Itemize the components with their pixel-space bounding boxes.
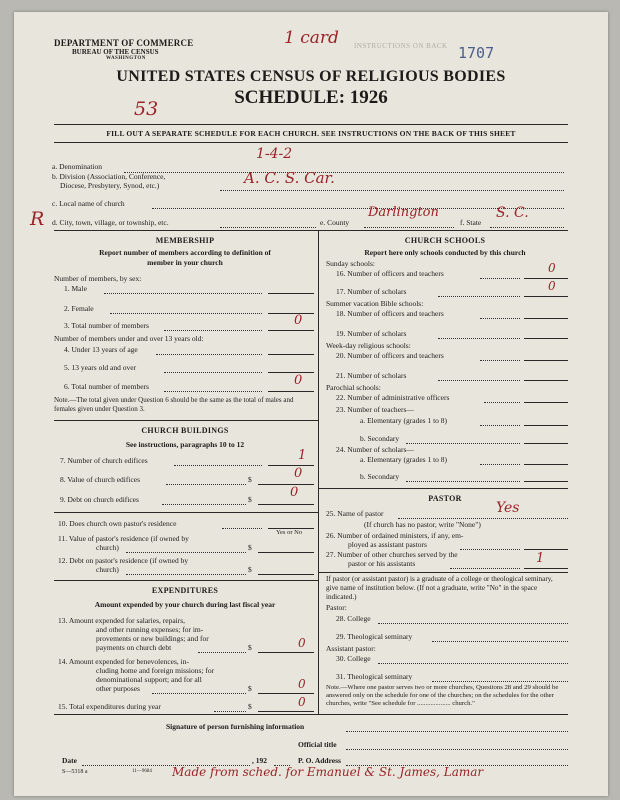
handwritten-card-note: 1 card <box>284 28 339 48</box>
q15-dollar: $ <box>248 702 252 711</box>
q26-label-1: 26. Number of ordained ministers, if any, em- <box>326 531 464 540</box>
q14-line-4: other purposes <box>96 684 140 693</box>
column-divider <box>318 230 319 714</box>
q30-dots <box>378 663 568 664</box>
q19-dots <box>438 338 520 339</box>
q4-dots <box>156 354 262 355</box>
membership-heading: MEMBERSHIP <box>155 236 215 245</box>
q23-label: 23. Number of teachers— <box>336 405 414 414</box>
q2-answer-line <box>268 313 314 314</box>
q1-answer-line <box>268 293 314 294</box>
county-value: Darlington <box>368 205 439 220</box>
division-label-1: b. Division (Association, Conference, <box>52 172 166 181</box>
q24a-label: a. Elementary (grades 1 to 8) <box>360 455 448 464</box>
q14-dollar: $ <box>248 684 252 693</box>
q20-answer-line <box>524 360 568 361</box>
summer-schools-label: Summer vacation Bible schools: <box>326 299 424 308</box>
q4-answer-line <box>268 354 314 355</box>
q12-label-2: church) <box>96 565 119 574</box>
q13-line-2: and other running expenses; for im- <box>96 625 204 634</box>
q28-dots <box>378 623 568 624</box>
division-label-2: Diocese, Presbytery, Synod, etc.) <box>60 181 160 190</box>
division-line <box>220 190 564 191</box>
pastor-footnote: Note.—Where one pastor serves two or more churches, Questions 28 and 29 should be answered only on the schedule for one of the churches; on the schedules for the other churches, write "See schedule for .................... church." <box>326 684 559 707</box>
print-number: 11—9684 <box>132 769 152 774</box>
expenditures-heading: EXPENDITURES <box>151 586 219 595</box>
pastor-heading: PASTOR <box>428 494 462 503</box>
q10-dots <box>222 528 262 529</box>
q12-dollar: $ <box>248 565 252 574</box>
q12-answer-line <box>258 574 314 575</box>
yes-no-hint: Yes or No <box>276 529 303 536</box>
q7-dots <box>174 465 262 466</box>
faded-back-text: INSTRUCTIONS ON BACK <box>354 42 448 50</box>
q14-dots <box>152 693 246 694</box>
q11-dots <box>126 552 246 553</box>
q22-label: 22. Number of administrative officers <box>336 393 450 402</box>
q26-label-2: ployed as assistant pastors <box>348 540 427 549</box>
q27-value: 1 <box>536 551 545 566</box>
q7-answer-line <box>268 465 314 466</box>
q30-label: 30. College <box>336 654 371 663</box>
pastor-rule <box>318 488 568 489</box>
q8-dollar: $ <box>248 475 252 484</box>
q14-line-2: cluding home and foreign missions; for <box>96 666 215 675</box>
q3-label: 3. Total number of members <box>64 321 149 330</box>
po-address-label: P. O. Address <box>298 756 341 765</box>
q8-answer-line <box>258 484 314 485</box>
q13-line-4: payments on church debt <box>96 643 172 652</box>
q13-dollar: $ <box>248 643 252 652</box>
q23a-label: a. Elementary (grades 1 to 8) <box>360 416 448 425</box>
county-line <box>364 227 454 228</box>
buildings-rule <box>54 420 318 421</box>
q16-answer-line <box>524 278 568 279</box>
handwritten-footer-note: Made from sched. for Emanuel & St. James, Lamar <box>172 765 484 779</box>
q25-value: Yes <box>496 500 520 516</box>
q9-answer-line <box>258 504 314 505</box>
q3-value: 0 <box>294 313 303 328</box>
q11-label-2: church) <box>96 543 119 552</box>
q8-value: 0 <box>294 466 303 481</box>
q6-dots <box>164 391 262 392</box>
expenditures-subhead: Amount expended by your church during last fiscal year <box>94 600 276 609</box>
schools-subhead: Report here only schools conducted by this church <box>364 248 526 257</box>
q3-dots <box>164 330 262 331</box>
graduate-note: If pastor (or assistant pastor) is a graduate of a college or theological seminary, give name of institution below. (If not a graduate, write "No" in the space indicated.) <box>326 575 553 601</box>
q19-label: 19. Number of scholars <box>336 329 407 338</box>
q17-dots <box>438 296 520 297</box>
city-name: WASHINGTON <box>106 56 146 61</box>
buildings-heading: CHURCH BUILDINGS <box>141 426 229 435</box>
q31-dots <box>432 681 568 682</box>
handwritten-schedule-number: 53 <box>134 98 159 120</box>
q6-value: 0 <box>294 373 303 388</box>
q5-answer-line <box>268 372 314 373</box>
date-label: Date <box>62 756 77 765</box>
official-title-label: Official title <box>298 740 337 749</box>
q1-dots <box>104 293 262 294</box>
q24a-answer-line <box>524 464 568 465</box>
q4-label: 4. Under 13 years of age <box>64 345 138 354</box>
q7-value: 1 <box>298 448 307 463</box>
grad-rule <box>318 572 568 573</box>
q15-dots <box>214 711 246 712</box>
q14-line-3: denominational support; and for all <box>96 675 202 684</box>
q13-line-3: provements or new buildings; and for <box>96 634 209 643</box>
pastor-sub-label: Pastor: <box>326 603 347 612</box>
denomination-label: a. Denomination <box>52 162 102 171</box>
census-schedule-sheet <box>14 12 608 796</box>
q5-label: 5. 13 years old and over <box>64 363 137 372</box>
q15-label: 15. Total expenditures during year <box>58 702 161 711</box>
weekday-schools-label: Week-day religious schools: <box>326 341 411 350</box>
expenditures-rule <box>54 580 318 581</box>
q2-dots <box>110 313 262 314</box>
q18-answer-line <box>524 318 568 319</box>
q19-answer-line <box>524 338 568 339</box>
q10-label: 10. Does church own pastor's residence <box>58 519 177 528</box>
q23a-dots <box>480 425 520 426</box>
bureau-name: BUREAU OF THE CENSUS <box>72 48 159 56</box>
q9-dots <box>162 504 246 505</box>
q5-dots <box>164 372 262 373</box>
membership-subhead-1: Report number of members according to definition of <box>99 248 271 257</box>
q29-dots <box>432 641 568 642</box>
q10-rule <box>54 512 318 513</box>
q8-dots <box>166 484 246 485</box>
stamp-number: 1707 <box>458 44 495 62</box>
signature-line <box>346 731 568 732</box>
year-label: , 192 <box>252 756 267 765</box>
city-line <box>220 227 316 228</box>
q13-line-1: 13. Amount expended for salaries, repairs, <box>58 616 186 625</box>
denomination-value: 1-4-2 <box>256 146 293 162</box>
city-label: d. City, town, village, or township, etc. <box>52 218 169 227</box>
q2-label: 2. Female <box>64 304 94 313</box>
q11-label-1: 11. Value of pastor's residence (if owned by <box>58 534 189 543</box>
header-rule-bottom <box>54 142 568 143</box>
department-name: DEPARTMENT OF COMMERCE <box>54 38 194 48</box>
state-line <box>490 227 564 228</box>
q8-label: 8. Value of church edifices <box>60 475 141 484</box>
q1-label: 1. Male <box>64 284 87 293</box>
q27-dots <box>450 568 520 569</box>
membership-subhead-2: member in your church <box>147 258 223 267</box>
q17-answer-line <box>524 296 568 297</box>
q24b-dots <box>406 481 520 482</box>
q23b-label: b. Secondary <box>360 434 400 443</box>
q26-dots <box>460 549 520 550</box>
state-label: f. State <box>460 218 482 227</box>
official-title-line <box>346 749 568 750</box>
q24b-answer-line <box>524 481 568 482</box>
q21-dots <box>438 380 520 381</box>
q17-label: 17. Number of scholars <box>336 287 407 296</box>
q23a-answer-line <box>524 425 568 426</box>
q14-value: 0 <box>298 677 306 691</box>
q23b-dots <box>406 443 520 444</box>
q23b-answer-line <box>524 443 568 444</box>
q16-label: 16. Number of officers and teachers <box>336 269 444 278</box>
form-number: S—5318 a <box>62 769 88 775</box>
buildings-subhead: See instructions, paragraphs 10 to 12 <box>125 440 245 449</box>
q24b-label: b. Secondary <box>360 472 400 481</box>
county-label: e. County <box>320 218 350 227</box>
local-name-label: c. Local name of church <box>52 199 125 208</box>
q20-dots <box>480 360 520 361</box>
q13-value: 0 <box>298 636 306 650</box>
margin-mark: R <box>30 208 45 230</box>
signature-label: Signature of person furnishing information <box>166 722 305 731</box>
q16-dots <box>480 278 520 279</box>
q18-label: 18. Number of officers and teachers <box>336 309 444 318</box>
q15-value: 0 <box>298 695 306 709</box>
q25-label: 25. Name of pastor <box>326 509 384 518</box>
assistant-pastor-label: Assistant pastor: <box>326 644 376 653</box>
q21-label: 21. Number of scholars <box>336 371 407 380</box>
q16-value: 0 <box>548 261 556 275</box>
q21-answer-line <box>524 380 568 381</box>
q25-note: (If church has no pastor, write "None") <box>364 520 481 529</box>
q6-answer-line <box>268 391 314 392</box>
form-title: UNITED STATES CENSUS OF RELIGIOUS BODIES <box>116 68 506 85</box>
q27-label-1: 27. Number of other churches served by the <box>326 550 458 559</box>
q27-label-2: pastor or his assistants <box>348 559 416 568</box>
q13-answer-line <box>258 652 314 653</box>
q20-label: 20. Number of officers and teachers <box>336 351 444 360</box>
q7-label: 7. Number of church edifices <box>60 456 148 465</box>
members-by-sex-label: Number of members, by sex: <box>54 274 142 283</box>
instruction-line: FILL OUT A SEPARATE SCHEDULE FOR EACH CHURCH. SEE INSTRUCTIONS ON THE BACK OF THIS SHEET <box>106 129 516 138</box>
body-top-rule <box>54 230 568 231</box>
q29-label: 29. Theological seminary <box>336 632 413 641</box>
membership-note: Note.—The total given under Question 6 should be the same as the total of males and females given under Question 3. <box>54 396 294 413</box>
parochial-schools-label: Parochial schools: <box>326 383 381 392</box>
footer-rule <box>54 714 568 715</box>
q13-dots <box>198 652 246 653</box>
denomination-line <box>124 172 564 173</box>
q24-label: 24. Number of scholars— <box>336 445 414 454</box>
members-by-age-label: Number of members under and over 13 years old: <box>54 334 204 343</box>
schools-heading: CHURCH SCHOOLS <box>404 236 486 245</box>
q26-answer-line <box>524 549 568 550</box>
q14-answer-line <box>258 693 314 694</box>
q22-dots <box>484 402 520 403</box>
division-value: A. C. S. Car. <box>244 169 335 187</box>
q22-answer-line <box>524 402 568 403</box>
q28-label: 28. College <box>336 614 371 623</box>
q11-dollar: $ <box>248 543 252 552</box>
header-rule-top <box>54 124 568 125</box>
q9-dollar: $ <box>248 495 252 504</box>
q3-answer-line <box>268 330 314 331</box>
q17-value: 0 <box>548 279 556 293</box>
q11-answer-line <box>258 552 314 553</box>
q9-value: 0 <box>290 485 299 500</box>
q14-line-1: 14. Amount expended for benevolences, in- <box>58 657 190 666</box>
q27-answer-line <box>524 568 568 569</box>
q15-answer-line <box>258 711 314 712</box>
form-subtitle: SCHEDULE: 1926 <box>234 87 388 108</box>
q24a-dots <box>480 464 520 465</box>
q12-dots <box>126 574 246 575</box>
q12-label-1: 12. Debt on pastor's residence (if owned by <box>58 556 189 565</box>
state-value: S. C. <box>496 205 529 221</box>
q18-dots <box>480 318 520 319</box>
q31-label: 31. Theological seminary <box>336 672 413 681</box>
q9-label: 9. Debt on church edifices <box>60 495 139 504</box>
q25-dots <box>398 518 568 519</box>
q6-label: 6. Total number of members <box>64 382 149 391</box>
sunday-schools-label: Sunday schools: <box>326 259 375 268</box>
